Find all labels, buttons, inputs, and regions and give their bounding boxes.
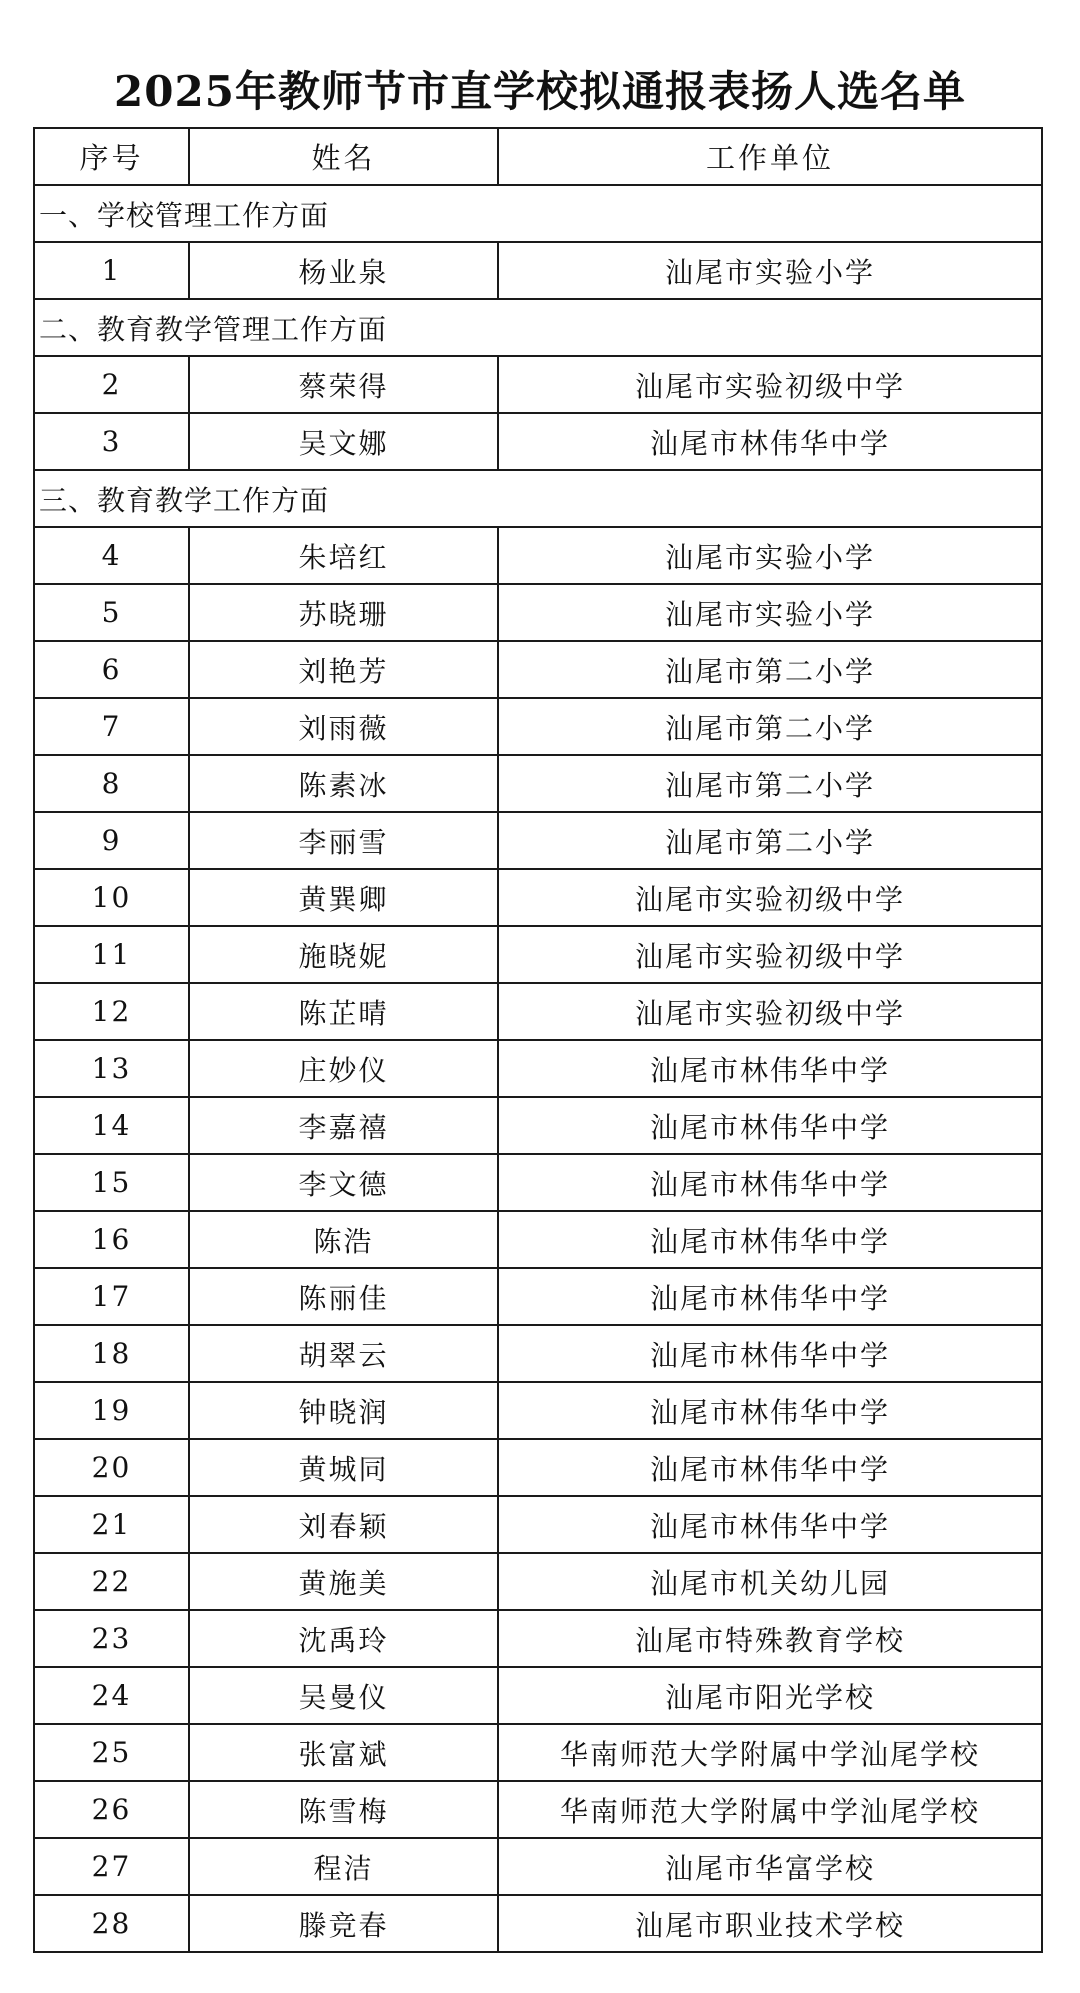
- cell-index: 19: [34, 1382, 189, 1439]
- cell-name: 苏晓珊: [189, 584, 498, 641]
- table-row: [34, 1325, 1042, 1382]
- table-row: [34, 641, 1042, 698]
- table-row: [34, 1724, 1042, 1781]
- cell-index: 16: [34, 1211, 189, 1268]
- cell-name: 蔡荣得: [189, 356, 498, 413]
- cell-name: 陈素冰: [189, 755, 498, 812]
- cell-unit: 汕尾市机关幼儿园: [498, 1553, 1042, 1610]
- cell-index: 11: [34, 926, 189, 983]
- table-row: [34, 926, 1042, 983]
- table-row: [34, 1781, 1042, 1838]
- section-heading: 二、教育教学管理工作方面: [34, 299, 1042, 356]
- cell-unit: 汕尾市林伟华中学: [498, 1040, 1042, 1097]
- cell-unit: 汕尾市阳光学校: [498, 1667, 1042, 1724]
- cell-index: 6: [34, 641, 189, 698]
- cell-name: 刘雨薇: [189, 698, 498, 755]
- cell-name: 陈丽佳: [189, 1268, 498, 1325]
- cell-name: 吴文娜: [189, 413, 498, 470]
- section-heading: 一、学校管理工作方面: [34, 185, 1042, 242]
- table-row: [34, 1496, 1042, 1553]
- cell-unit: 汕尾市林伟华中学: [498, 1268, 1042, 1325]
- cell-unit: 汕尾市实验初级中学: [498, 356, 1042, 413]
- cell-index: 7: [34, 698, 189, 755]
- table-row: [34, 1040, 1042, 1097]
- header-index: 序号: [34, 128, 189, 185]
- cell-unit: 汕尾市林伟华中学: [498, 1496, 1042, 1553]
- cell-unit: 汕尾市林伟华中学: [498, 413, 1042, 470]
- cell-index: 1: [34, 242, 189, 299]
- cell-index: 5: [34, 584, 189, 641]
- cell-unit: 汕尾市实验小学: [498, 242, 1042, 299]
- table-row: [34, 812, 1042, 869]
- cell-unit: 汕尾市林伟华中学: [498, 1325, 1042, 1382]
- table-row: [34, 1838, 1042, 1895]
- table-row: [34, 356, 1042, 413]
- cell-name: 李文德: [189, 1154, 498, 1211]
- table-row: [34, 242, 1042, 299]
- table-row: [34, 1382, 1042, 1439]
- cell-index: 26: [34, 1781, 189, 1838]
- cell-unit: 汕尾市林伟华中学: [498, 1382, 1042, 1439]
- cell-name: 黄巽卿: [189, 869, 498, 926]
- cell-unit: 汕尾市实验初级中学: [498, 926, 1042, 983]
- cell-unit: 汕尾市实验初级中学: [498, 983, 1042, 1040]
- table-row: [34, 1667, 1042, 1724]
- cell-index: 28: [34, 1895, 189, 1952]
- cell-unit: 汕尾市实验初级中学: [498, 869, 1042, 926]
- table-body: [34, 185, 1042, 1952]
- table-row: [34, 1553, 1042, 1610]
- cell-index: 24: [34, 1667, 189, 1724]
- cell-name: 沈禹玲: [189, 1610, 498, 1667]
- cell-unit: 汕尾市特殊教育学校: [498, 1610, 1042, 1667]
- cell-index: 20: [34, 1439, 189, 1496]
- table-row: [34, 1610, 1042, 1667]
- cell-unit: 汕尾市实验小学: [498, 527, 1042, 584]
- cell-unit: 华南师范大学附属中学汕尾学校: [498, 1724, 1042, 1781]
- cell-name: 黄城同: [189, 1439, 498, 1496]
- cell-unit: 汕尾市第二小学: [498, 698, 1042, 755]
- cell-name: 施晓妮: [189, 926, 498, 983]
- cell-name: 胡翠云: [189, 1325, 498, 1382]
- table-row: [34, 1154, 1042, 1211]
- cell-unit: 汕尾市职业技术学校: [498, 1895, 1042, 1952]
- header-name: 姓名: [189, 128, 498, 185]
- cell-index: 21: [34, 1496, 189, 1553]
- cell-index: 27: [34, 1838, 189, 1895]
- section-row: [34, 470, 1042, 527]
- cell-name: 陈芷晴: [189, 983, 498, 1040]
- cell-index: 18: [34, 1325, 189, 1382]
- table-row: [34, 584, 1042, 641]
- cell-name: 滕竞春: [189, 1895, 498, 1952]
- cell-index: 13: [34, 1040, 189, 1097]
- cell-name: 吴曼仪: [189, 1667, 498, 1724]
- cell-unit: 汕尾市林伟华中学: [498, 1211, 1042, 1268]
- cell-name: 张富斌: [189, 1724, 498, 1781]
- cell-name: 刘艳芳: [189, 641, 498, 698]
- cell-index: 14: [34, 1097, 189, 1154]
- cell-unit: 华南师范大学附属中学汕尾学校: [498, 1781, 1042, 1838]
- cell-name: 程洁: [189, 1838, 498, 1895]
- table-row: [34, 1211, 1042, 1268]
- table-row: [34, 755, 1042, 812]
- cell-name: 李丽雪: [189, 812, 498, 869]
- commendation-table: [33, 127, 1043, 1953]
- cell-unit: 汕尾市实验小学: [498, 584, 1042, 641]
- cell-name: 杨业泉: [189, 242, 498, 299]
- cell-index: 17: [34, 1268, 189, 1325]
- table-row: [34, 1895, 1042, 1952]
- table-row: [34, 1439, 1042, 1496]
- table-header-row: [34, 128, 1042, 185]
- cell-index: 12: [34, 983, 189, 1040]
- cell-index: 3: [34, 413, 189, 470]
- table-row: [34, 983, 1042, 1040]
- cell-unit: 汕尾市华富学校: [498, 1838, 1042, 1895]
- cell-name: 钟晓润: [189, 1382, 498, 1439]
- section-heading: 三、教育教学工作方面: [34, 470, 1042, 527]
- cell-name: 朱培红: [189, 527, 498, 584]
- cell-index: 22: [34, 1553, 189, 1610]
- cell-name: 陈浩: [189, 1211, 498, 1268]
- table-row: [34, 527, 1042, 584]
- cell-index: 9: [34, 812, 189, 869]
- cell-index: 10: [34, 869, 189, 926]
- header-unit: 工作单位: [498, 128, 1042, 185]
- cell-unit: 汕尾市第二小学: [498, 812, 1042, 869]
- table-row: [34, 698, 1042, 755]
- section-row: [34, 299, 1042, 356]
- cell-unit: 汕尾市第二小学: [498, 755, 1042, 812]
- cell-unit: 汕尾市第二小学: [498, 641, 1042, 698]
- cell-index: 8: [34, 755, 189, 812]
- cell-index: 15: [34, 1154, 189, 1211]
- cell-name: 庄妙仪: [189, 1040, 498, 1097]
- cell-name: 陈雪梅: [189, 1781, 498, 1838]
- cell-unit: 汕尾市林伟华中学: [498, 1154, 1042, 1211]
- cell-index: 4: [34, 527, 189, 584]
- cell-name: 李嘉禧: [189, 1097, 498, 1154]
- cell-name: 刘春颖: [189, 1496, 498, 1553]
- table-row: [34, 1097, 1042, 1154]
- table-row: [34, 1268, 1042, 1325]
- cell-index: 2: [34, 356, 189, 413]
- cell-index: 25: [34, 1724, 189, 1781]
- cell-unit: 汕尾市林伟华中学: [498, 1097, 1042, 1154]
- section-row: [34, 185, 1042, 242]
- cell-unit: 汕尾市林伟华中学: [498, 1439, 1042, 1496]
- document-title: 2025年教师节市直学校拟通报表扬人选名单: [114, 67, 966, 116]
- cell-index: 23: [34, 1610, 189, 1667]
- cell-name: 黄施美: [189, 1553, 498, 1610]
- table-row: [34, 869, 1042, 926]
- table-row: [34, 413, 1042, 470]
